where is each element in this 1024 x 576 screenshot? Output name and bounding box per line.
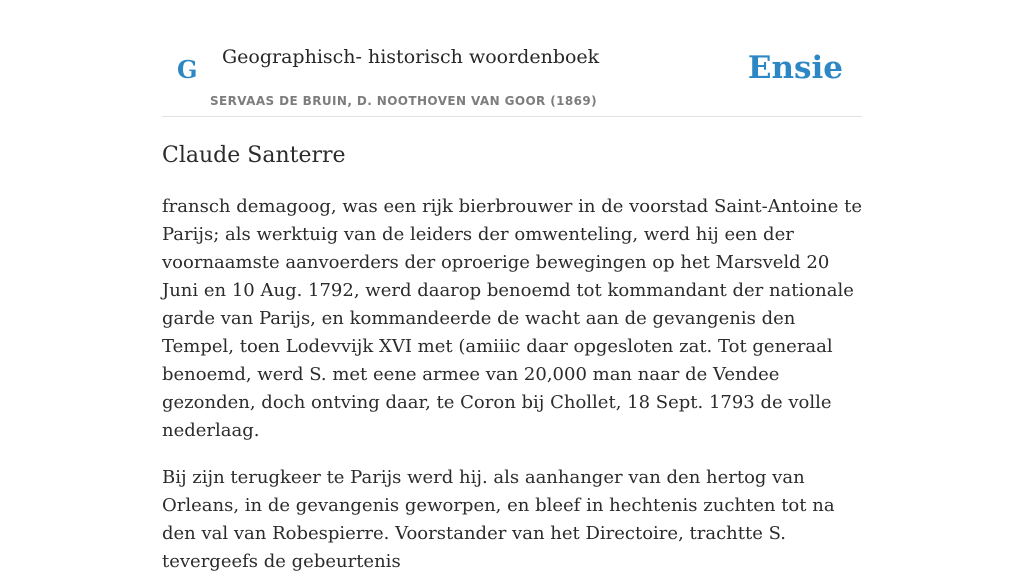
book-title-link[interactable]: Geographisch- historisch woordenboek — [222, 46, 600, 68]
book-letter-icon[interactable]: G — [177, 55, 198, 84]
book-authors: SERVAAS DE BRUIN, D. NOOTHOVEN VAN GOOR (1869) — [210, 94, 598, 108]
entry-paragraph: fransch demagoog, was een rijk bierbrouwer in de voorstad Saint-Antoine te Parijs; als werktuig van de leiders der omwenteling, werd hij een der voornaamste aanvoerders der oproerige bewegingen op het Marsveld 20 Juni en 10 Aug. 1792, werd daarop benoemd tot kommandant der nationale garde van Parijs, en kommandeerde de wacht aan de gevangenis den Tempel, toen Lodevvijk XVI met (amiiic daar opgesloten zat. Tot generaal benoemd, werd S. met eene armee van 20,000 man naar de Vendee gezonden, doch ontving daar, te Coron bij Chollet, 18 Sept. 1793 de volle nederlaag. — [162, 196, 862, 441]
entry-body — [162, 193, 862, 576]
ensie-logo-link[interactable]: Ensie — [747, 50, 843, 86]
entry-paragraph: Bij zijn terugkeer te Parijs werd hij. als aanhanger van den hertog van Orleans, in de gevangenis geworpen, en bleef in hechtenis zuchten tot na den val van Robespierre. Voorstander van het Directoire, trachtte S. tevergeefs de gebeurtenis — [162, 467, 835, 572]
entry-title: Claude Santerre — [162, 143, 346, 168]
page-container — [162, 0, 862, 576]
site-header — [162, 0, 862, 117]
